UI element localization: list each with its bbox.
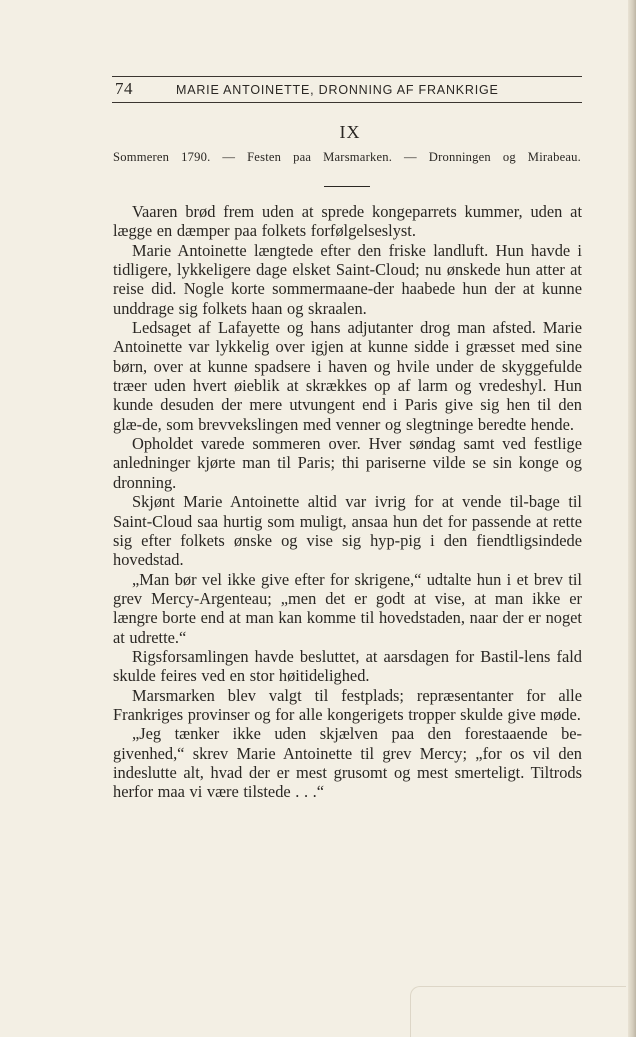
- header-top-rule: [112, 76, 582, 77]
- chapter-number: IX: [339, 122, 361, 142]
- paragraph: Vaaren brød frem uden at sprede kongeparrets kummer, uden at lægge en dæmper paa folkets forfølgelseslyst.: [113, 202, 582, 241]
- section-divider: [324, 186, 370, 187]
- running-head: MARIE ANTOINETTE, DRONNING AF FRANKRIGE: [176, 83, 499, 97]
- page-corner-crease: [410, 986, 626, 1037]
- paragraph: Marsmarken blev valgt til festplads; repræsentanter for alle Frankriges provinser og for alle kongerigets tropper skulde give møde.: [113, 685, 582, 724]
- chapter-summary: Sommeren 1790. — Festen paa Marsmarken. — Dronningen og Mirabeau.: [113, 150, 581, 164]
- paragraph: Opholdet varede sommeren over. Hver søndag samt ved festlige anledninger kjørte man til Paris; thi pariserne vilde se sin konge og dronning.: [113, 434, 582, 492]
- page-header: [112, 76, 582, 103]
- paragraph: Skjønt Marie Antoinette altid var ivrig for at vende til-bage til Saint-Cloud saa hurtig som muligt, ansaa hun det for passende at rette sig efter folkets ønske og vise sig hyp-pig i den fiendtligsindede hovedstad.: [113, 492, 582, 570]
- paragraph: Ledsaget af Lafayette og hans adjutanter drog man afsted. Marie Antoinette var lykkelig over igjen at kunne sidde i græsset med sine børn, over at kunne spadsere i haven og hvile under de skyggefulde træer uden hvert øieblik at skrækkes op af larm og vredeshyl. Hun kunde desuden der mere utvungent end i Paris give sig hen til den glæ-de, som brevvekslingen med venner og slegtninge beredte hende.: [113, 318, 582, 434]
- page-number: 74: [115, 79, 133, 98]
- paragraph: Rigsforsamlingen havde besluttet, at aarsdagen for Bastil-lens fald skulde feires ved en stor høitidelighed.: [113, 646, 582, 686]
- paragraph: „Man bør vel ikke give efter for skrigene,“ udtalte hun i et brev til grev Mercy-Argenteau; „men det er godt at vise, at man ikke er længre borte end at man kan komme til hovedstaden, naar der er noget at udrette.“: [113, 569, 582, 647]
- paragraph: „Jeg tænker ikke uden skjælven paa den forestaaende be-givenhed,“ skrev Marie Antoinette til grev Mercy; „for os vil den indeslutte alt, hvad der er mest grusomt og mest smerteligt. Tiltrods herfor maa vi være tilstede . . .“: [113, 724, 582, 802]
- body-text: [113, 202, 582, 802]
- page-edge: [628, 0, 636, 1037]
- paragraph: Marie Antoinette længtede efter den friske landluft. Hun havde i tidligere, lykkeligere dage elsket Saint-Cloud; nu ønskede hun atter at reise did. Nogle korte sommermaane-der haabede hun der at kunne unddrage sig folkets haan og skraalen.: [113, 240, 582, 318]
